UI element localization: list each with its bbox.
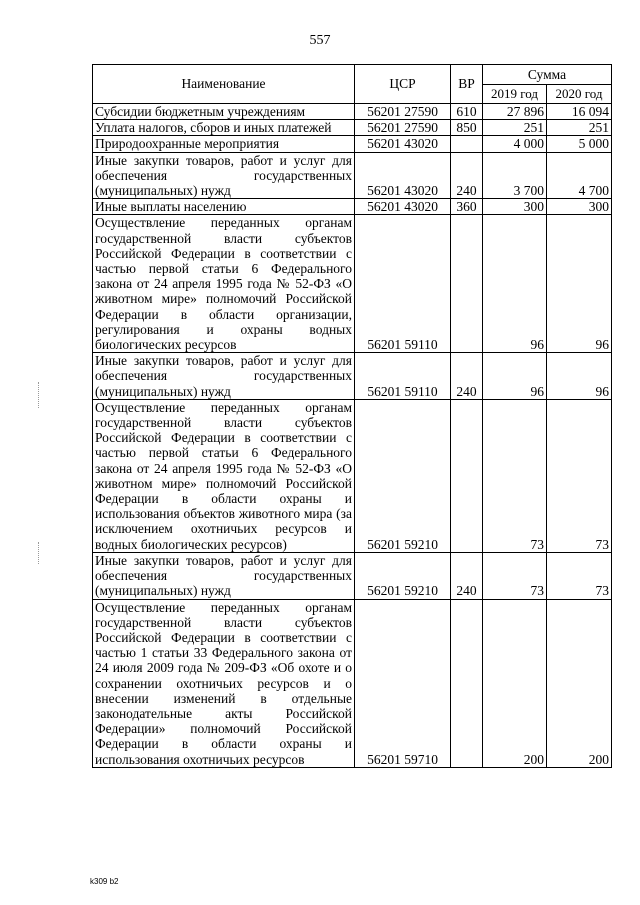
row-vr: [451, 136, 483, 152]
header-name: Наименование: [93, 65, 355, 104]
row-sum-2019: 73: [483, 552, 547, 599]
row-sum-2019: 4 000: [483, 136, 547, 152]
table-row: [93, 399, 612, 552]
header-sum: Сумма: [483, 65, 612, 85]
header-year-2020: 2020 год: [547, 84, 612, 104]
row-sum-2019: 3 700: [483, 152, 547, 199]
row-csr: 56201 59710: [355, 599, 451, 767]
row-sum-2020: 4 700: [547, 152, 612, 199]
table-row: [93, 104, 612, 120]
row-csr: 56201 59110: [355, 215, 451, 353]
budget-table: [92, 64, 612, 768]
row-vr: 240: [451, 152, 483, 199]
row-sum-2020: 96: [547, 353, 612, 400]
row-name: Уплата налогов, сборов и иных платежей: [93, 120, 355, 136]
row-csr: 56201 27590: [355, 104, 451, 120]
row-vr: 610: [451, 104, 483, 120]
header-csr: ЦСР: [355, 65, 451, 104]
row-sum-2020: 200: [547, 599, 612, 767]
row-csr: 56201 43020: [355, 152, 451, 199]
row-sum-2020: 73: [547, 552, 612, 599]
row-sum-2020: 16 094: [547, 104, 612, 120]
row-name: Иные выплаты населению: [93, 199, 355, 215]
row-name: Иные закупки товаров, работ и услуг для обеспечения государственных (муниципальных) нужд: [93, 353, 355, 400]
row-csr: 56201 59110: [355, 353, 451, 400]
row-sum-2019: 200: [483, 599, 547, 767]
margin-dots: [38, 382, 41, 408]
row-sum-2020: 251: [547, 120, 612, 136]
row-vr: 240: [451, 353, 483, 400]
row-vr: 240: [451, 552, 483, 599]
row-name: Осуществление переданных органам государственной власти субъектов Российской Федерации в соответствии с частью первой статьи 6 Федерального закона от 24 апреля 1995 года № 52-ФЗ «О животном мире» полномочий Российской Федерации в области охраны и использования объектов животного мира (за исключением охотничьих ресурсов и водных биологических ресурсов): [93, 399, 355, 552]
row-csr: 56201 59210: [355, 399, 451, 552]
table-row: [93, 199, 612, 215]
row-name: Осуществление переданных органам государственной власти субъектов Российской Федерации в соответствии с частью первой статьи 6 Федерального закона от 24 апреля 1995 года № 52-ФЗ «О животном мире» полномочий Российской Федерации в области организации, регулирования и охраны водных биологических ресурсов: [93, 215, 355, 353]
row-sum-2020: 96: [547, 215, 612, 353]
row-sum-2019: 251: [483, 120, 547, 136]
header-year-2019: 2019 год: [483, 84, 547, 104]
row-name: Иные закупки товаров, работ и услуг для обеспечения государственных (муниципальных) нужд: [93, 552, 355, 599]
row-sum-2019: 96: [483, 353, 547, 400]
table-row: [93, 215, 612, 353]
row-csr: 56201 43020: [355, 136, 451, 152]
header-vr: ВР: [451, 65, 483, 104]
row-vr: 850: [451, 120, 483, 136]
footer-code: k309 b2: [90, 877, 119, 886]
row-csr: 56201 43020: [355, 199, 451, 215]
table-row: [93, 152, 612, 199]
row-csr: 56201 59210: [355, 552, 451, 599]
row-name: Природоохранные мероприятия: [93, 136, 355, 152]
page-number: 557: [309, 33, 331, 48]
row-vr: [451, 215, 483, 353]
margin-dots: [38, 542, 41, 564]
row-name: Субсидии бюджетным учреждениям: [93, 104, 355, 120]
row-sum-2019: 96: [483, 215, 547, 353]
row-vr: 360: [451, 199, 483, 215]
row-name: Осуществление переданных органам государственной власти субъектов Российской Федерации в соответствии с частью 1 статьи 33 Федерального закона от 24 июля 2009 года № 209-ФЗ «Об охоте и о сохранении охотничьих ресурсов и о внесении изменений в отдельные законодательные акты Российской Федерации» полномочий Российской Федерации в области охраны и использования охотничьих ресурсов: [93, 599, 355, 767]
row-sum-2019: 300: [483, 199, 547, 215]
row-csr: 56201 27590: [355, 120, 451, 136]
row-sum-2020: 300: [547, 199, 612, 215]
table-row: [93, 353, 612, 400]
table-row: [93, 552, 612, 599]
row-sum-2019: 27 896: [483, 104, 547, 120]
row-sum-2020: 73: [547, 399, 612, 552]
row-sum-2020: 5 000: [547, 136, 612, 152]
table-row: [93, 136, 612, 152]
row-sum-2019: 73: [483, 399, 547, 552]
row-vr: [451, 399, 483, 552]
row-vr: [451, 599, 483, 767]
row-name: Иные закупки товаров, работ и услуг для обеспечения государственных (муниципальных) нужд: [93, 152, 355, 199]
table-row: [93, 120, 612, 136]
table-row: [93, 599, 612, 767]
